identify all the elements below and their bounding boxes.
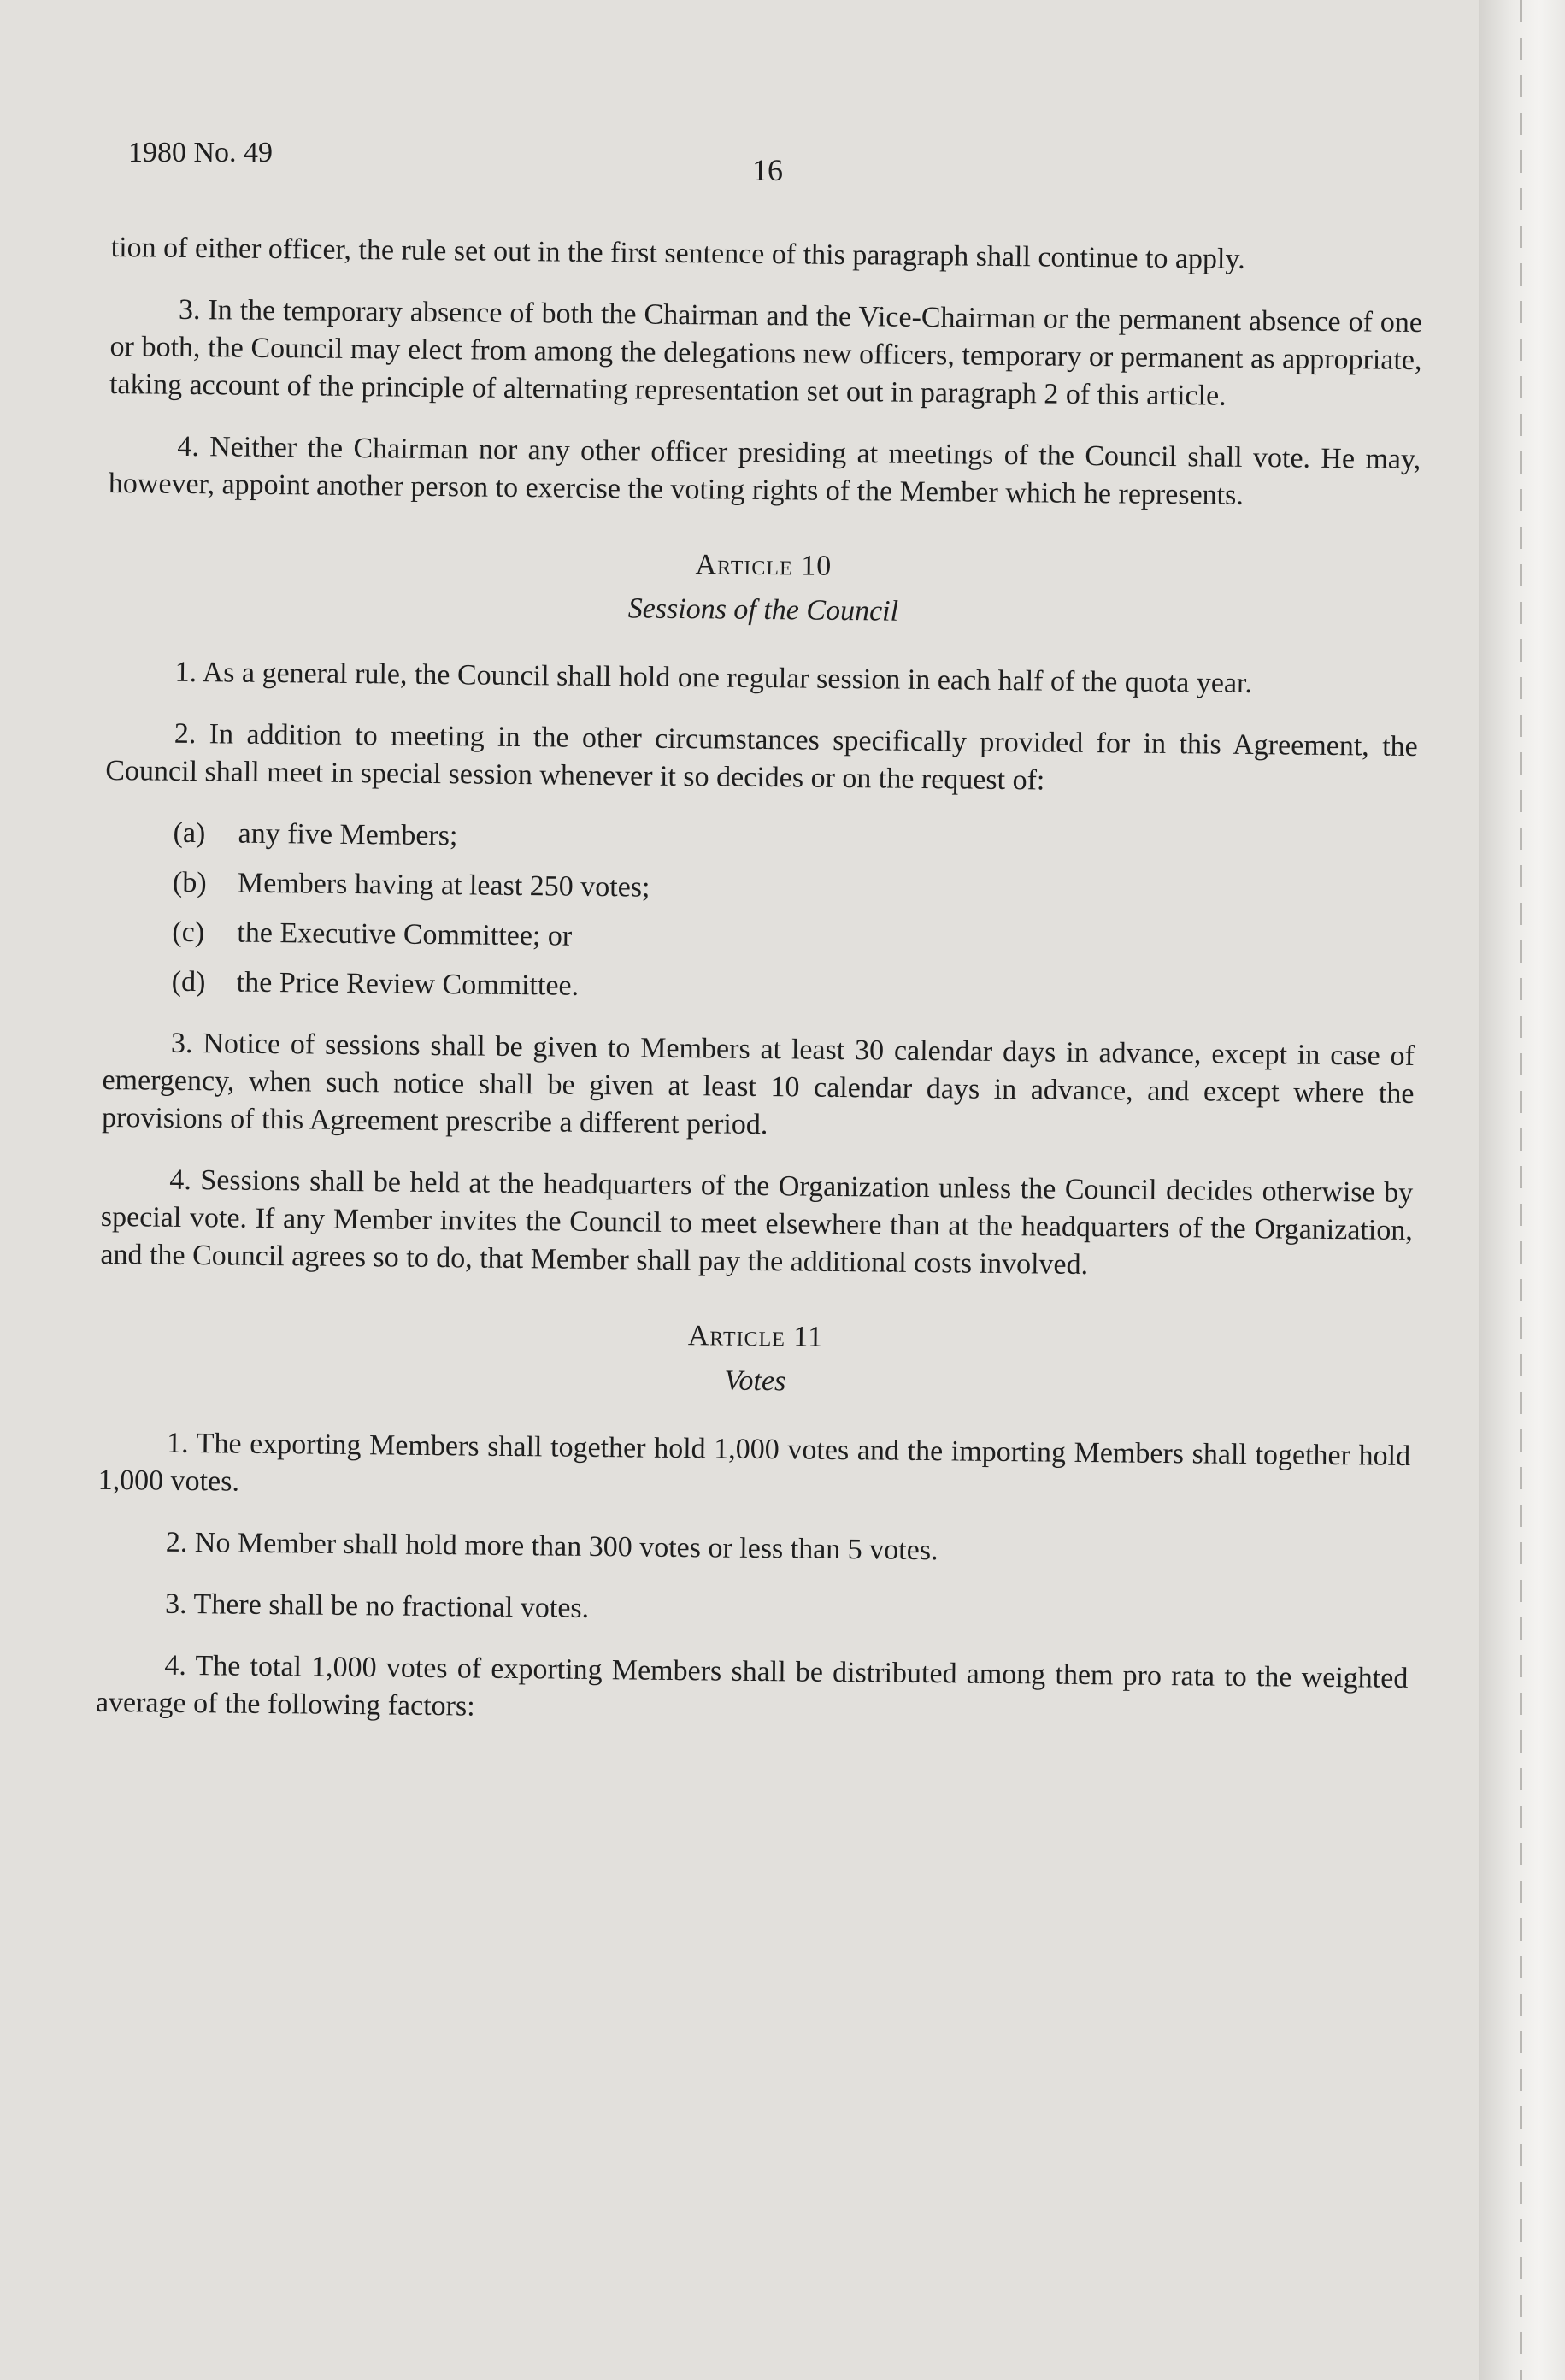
document-body [95,229,1422,1759]
page-number: 16 [752,153,783,187]
list-item-label: (b) [172,866,207,899]
binding-stitch-line [1520,0,1522,2380]
article10-paragraph-4: 4. Sessions shall be held at the headquarters of the Organization unless the Council decides otherwise by special vote. If any Member invites the Council to meet elsewhere than at the headquarters of the Organization, and the Council agrees so to do, that Member shall pay the additional costs involved. [100,1163,1414,1281]
article11-title: Article 11 [687,1320,824,1353]
article10-paragraph-1: 1. As a general rule, the Council shall hold one regular session in each half of the quota year. [174,656,1253,700]
list-item-label: (d) [171,965,206,999]
article11-paragraph-4: 4. The total 1,000 votes of exporting Members shall be distributed among them pro rata to the weighted average of the following factors: [95,1649,1409,1723]
article10-request-list [103,814,1417,1014]
article9-paragraph-3: 3. In the temporary absence of both the Chairman and the Vice-Chairman or the permanent absence of one or both, the Council may elect from among the delegations new officers, temporary or permanent as appropriate, taking account of the principle of alternating representation set out in paragraph 2 of this article. [109,293,1423,412]
article10-paragraph-3: 3. Notice of sessions shall be given to Members at least 30 calendar days in advance, except in case of emergency, when such notice shall be given at least 10 calendar days in advance, and except where the provisions of this Agreement prescribe a different period. [101,1027,1415,1141]
article11-paragraph-2: 2. No Member shall hold more than 300 votes or less than 5 votes. [165,1526,938,1567]
list-item [172,914,1415,964]
list-item [173,864,1416,915]
article11-subtitle: Votes [724,1364,786,1398]
article10-subtitle: Sessions of the Council [627,592,899,627]
list-item-label: (c) [172,916,205,949]
running-header: 1980 No. 49 [128,137,274,168]
article11-paragraph-3: 3. There shall be no fractional votes. [164,1588,590,1624]
article11-paragraph-1: 1. The exporting Members shall together hold 1,000 votes and the importing Members shall together hold 1,000 votes. [97,1427,1411,1498]
list-item-text: the Executive Committee; or [237,916,573,952]
article10-title: Article 10 [695,549,833,582]
list-item [172,963,1415,1014]
list-item-text: the Price Review Committee. [236,966,580,1002]
article10-paragraph-2: 2. In addition to meeting in the other circumstances specifically provided for in this Agreement, the Council shall meet in special session whenever it so decides or on the request of: [105,717,1418,797]
continued-paragraph: tion of either officer, the rule set out in the first sentence of this paragraph shall continue to apply. [110,231,1245,275]
list-item [173,815,1416,865]
list-item-text: any five Members; [238,817,458,852]
list-item-label: (a) [173,816,206,850]
article9-paragraph-4: 4. Neither the Chairman nor any other officer presiding at meetings of the Council shall vote. He may, however, appoint another person to exercise the voting rights of the Member which he represents. [108,430,1421,511]
list-item-text: Members having at least 250 votes; [237,867,650,904]
